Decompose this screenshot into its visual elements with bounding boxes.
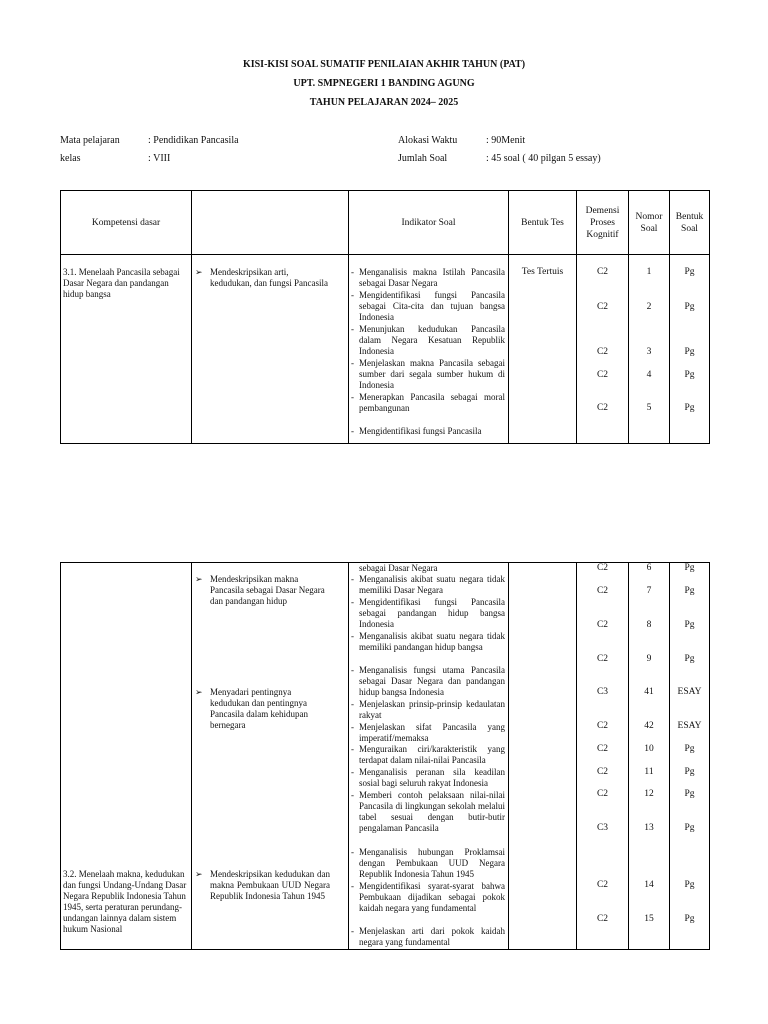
nomor-value: 7 bbox=[646, 586, 652, 596]
bentuk-tes-value: Tes Tertuis bbox=[521, 267, 564, 277]
nomor-value: 9 bbox=[646, 654, 652, 664]
nomor-value: 12 bbox=[644, 789, 654, 799]
bentuk-soal-value: Pg bbox=[684, 654, 695, 664]
bentuk-soal-value: Pg bbox=[684, 744, 695, 754]
proses-value: C2 bbox=[596, 744, 609, 754]
nomor-value: 10 bbox=[644, 744, 654, 754]
nomor-value: 13 bbox=[644, 823, 654, 833]
proses-value: C2 bbox=[596, 347, 609, 357]
arrow-bullet-icon: ➢ bbox=[195, 869, 203, 879]
header-bentuk-soal: Bentuk Soal bbox=[670, 191, 710, 255]
indikator-cell bbox=[349, 563, 509, 950]
header-proses-kognitif: Demensi Proses Kognitif bbox=[577, 191, 629, 255]
header-nomor-soal: Nomor Soal bbox=[629, 191, 670, 255]
bentuk-soal-value: Pg bbox=[684, 789, 695, 799]
indikator-item: - Menjelaskan prinsip-prinsip kedaulatan rakyat bbox=[351, 699, 505, 720]
materi-item: Mendeskripsikan arti, kedudukan, dan fungsi Pancasila bbox=[210, 267, 328, 288]
proses-value: C2 bbox=[596, 586, 609, 596]
header-indikator-soal: Indikator Soal bbox=[349, 191, 509, 255]
mapel-value: : Pendidikan Pancasila bbox=[148, 135, 239, 146]
bentuk-soal-value: Pg bbox=[684, 302, 695, 312]
indikator-item: - Mengidentifikasi fungsi Pancasila sebagai Cita-cita dan tujuan bangsa Indonesia bbox=[351, 290, 505, 322]
materi-cell bbox=[192, 563, 349, 950]
nomor-value: 2 bbox=[646, 302, 652, 312]
bentuk-soal-value: Pg bbox=[684, 914, 695, 924]
materi-cell bbox=[192, 255, 349, 444]
proses-cell bbox=[577, 563, 629, 950]
bentuk-tes-cell bbox=[509, 255, 577, 444]
bentuk-soal-value: Pg bbox=[684, 620, 695, 630]
proses-value: C2 bbox=[596, 880, 609, 890]
proses-cell bbox=[577, 255, 629, 444]
proses-value: C2 bbox=[596, 302, 609, 312]
bentuk-soal-value: Pg bbox=[684, 586, 695, 596]
nomor-value: 42 bbox=[644, 721, 654, 731]
indikator-item: - Mengidentifikasi fungsi Pancasila sebagai pandangan hidup bangsa Indonesia bbox=[351, 597, 505, 629]
bentuk-soal-value: Pg bbox=[684, 563, 695, 573]
bentuk-tes-cell bbox=[509, 563, 577, 950]
bentuk-soal-value: ESAY bbox=[677, 721, 702, 731]
nomor-cell bbox=[629, 255, 670, 444]
indikator-item: - Menjelaskan arti dari pokok kaidah negara yang fundamental bbox=[351, 926, 505, 947]
indikator-item: - Menganalisis hubungan Proklamsai dengan Pembukaan UUD Negara Republik Indonesia Tahun 1945 bbox=[351, 847, 505, 879]
indikator-item: - Menganalisis akibat suatu negara tidak memiliki pandangan hidup bangsa bbox=[351, 631, 505, 652]
nomor-value: 15 bbox=[644, 914, 654, 924]
header-kompetensi-dasar: Kompetensi dasar bbox=[61, 191, 192, 255]
proses-value: C2 bbox=[596, 563, 609, 573]
title-line-3: TAHUN PELAJARAN 2024– 2025 bbox=[309, 97, 459, 108]
nomor-value: 5 bbox=[646, 403, 652, 413]
proses-value: C3 bbox=[596, 823, 609, 833]
indikator-item: - Menganalisis fungsi utama Pancasila sebagai Dasar Negara dan pandangan hidup bangsa Indonesia bbox=[351, 665, 505, 697]
indikator-item: - Menunjukan kedudukan Pancasila dalam Negara Kesatuan Republik Indonesia bbox=[351, 324, 505, 356]
proses-value: C2 bbox=[596, 767, 609, 777]
nomor-value: 8 bbox=[646, 620, 652, 630]
materi-item: Mendeskripsikan kedudukan dan makna Pembukaan UUD Negara Republik Indonesia Tahun 1945 bbox=[210, 869, 330, 901]
indikator-item: - Mengidentifikasi fungsi Pancasila bbox=[351, 426, 482, 436]
kelas-label: kelas bbox=[60, 153, 81, 164]
jumlah-label: Jumlah Soal bbox=[398, 153, 448, 164]
nomor-value: 11 bbox=[644, 767, 654, 777]
title-line-1: KISI-KISI SOAL SUMATIF PENILAIAN AKHIR TAHUN (PAT) bbox=[242, 59, 526, 70]
indikator-item: - Memberi contoh pelaksaan nilai-nilai Pancasila di lingkungan sekolah melalui tabel sesuai dengan butir-butir pengalaman Pancasila bbox=[351, 790, 505, 833]
arrow-bullet-icon: ➢ bbox=[195, 687, 203, 697]
header-bentuk-tes: Bentuk Tes bbox=[509, 191, 577, 255]
bentuk-soal-value: Pg bbox=[684, 880, 695, 890]
mapel-label: Mata pelajaran bbox=[60, 135, 120, 146]
indikator-item: - Menerapkan Pancasila sebagai moral pembangunan bbox=[351, 392, 505, 413]
proses-value: C2 bbox=[596, 620, 609, 630]
nomor-value: 6 bbox=[646, 563, 652, 573]
bentuk-soal-value: Pg bbox=[684, 370, 695, 380]
proses-value: C3 bbox=[596, 687, 609, 697]
proses-value: C2 bbox=[596, 721, 609, 731]
indikator-item: - Menjelaskan sifat Pancasila yang imperatif/memaksa bbox=[351, 722, 505, 743]
bentuk-soal-cell bbox=[670, 563, 710, 950]
nomor-value: 41 bbox=[644, 687, 654, 697]
nomor-cell bbox=[629, 563, 670, 950]
materi-item: Menyadari pentingnya kedudukan dan pentingnya Pancasila dalam kehidupan bernegara bbox=[210, 687, 308, 730]
bentuk-soal-value: ESAY bbox=[677, 687, 702, 697]
proses-value: C2 bbox=[596, 654, 609, 664]
indikator-item: sebagai Dasar Negara bbox=[359, 563, 438, 573]
bentuk-soal-value: Pg bbox=[684, 347, 695, 357]
bentuk-soal-value: Pg bbox=[684, 267, 695, 277]
kd-cell bbox=[61, 255, 192, 444]
bentuk-soal-cell bbox=[670, 255, 710, 444]
bentuk-soal-value: Pg bbox=[684, 403, 695, 413]
materi-item: Mendeskripsikan makna Pancasila sebagai Dasar Negara dan pandangan hidup bbox=[210, 574, 325, 606]
jumlah-value: : 45 soal ( 40 pilgan 5 essay) bbox=[486, 153, 601, 164]
proses-value: C2 bbox=[596, 789, 609, 799]
nomor-value: 14 bbox=[644, 880, 654, 890]
indikator-item: - Menganalisis akibat suatu negara tidak memiliki Dasar Negara bbox=[351, 574, 505, 595]
header-materi bbox=[192, 191, 349, 255]
proses-value: C2 bbox=[596, 403, 609, 413]
kd-cell bbox=[61, 563, 192, 950]
proses-value: C2 bbox=[596, 370, 609, 380]
kisi-table-2 bbox=[60, 562, 710, 950]
alokasi-label: Alokasi Waktu bbox=[398, 135, 458, 146]
indikator-item: - Mengidentifikasi syarat-syarat bahwa Pembukaan dijadikan sebagai pokok kaidah negara yang fundamental bbox=[351, 881, 505, 913]
nomor-value: 4 bbox=[646, 370, 652, 380]
indikator-item: - Menganalisis peranan sila keadilan sosial bagi seluruh rakyat Indonesia bbox=[351, 767, 505, 788]
proses-value: C2 bbox=[596, 914, 609, 924]
kd-3-2: 3.2. Menelaah makna, kedudukan dan fungsi Undang-Undang Dasar Negara Republik Indonesia Tahun 1945, serta peraturan perundang-undangan lainnya dalam sistem hukum Nasional bbox=[63, 869, 187, 934]
proses-value: C2 bbox=[596, 267, 609, 277]
nomor-value: 1 bbox=[646, 267, 652, 277]
nomor-value: 3 bbox=[646, 347, 652, 357]
indikator-item: - Menganalisis makna Istilah Pancasila sebagai Dasar Negara bbox=[351, 267, 505, 288]
kelas-value: : VIII bbox=[148, 153, 171, 164]
arrow-bullet-icon: ➢ bbox=[195, 574, 203, 584]
indikator-item: - Menguraikan ciri/karakteristik yang terdapat dalam nilai-nilai Pancasila bbox=[351, 744, 505, 765]
alokasi-value: : 90Menit bbox=[486, 135, 526, 146]
kd-3-1: 3.1. Menelaah Pancasila sebagai Dasar Negara dan pandangan hidup bangsa bbox=[63, 267, 180, 299]
indikator-cell bbox=[349, 255, 509, 444]
bentuk-soal-value: Pg bbox=[684, 767, 695, 777]
title-line-2: UPT. SMPNEGERI 1 BANDING AGUNG bbox=[293, 78, 475, 89]
arrow-bullet-icon: ➢ bbox=[195, 267, 203, 277]
bentuk-soal-value: Pg bbox=[684, 823, 695, 833]
indikator-item: - Menjelaskan makna Pancasila sebagai sumber dari segala sumber hukum di Indonesia bbox=[351, 358, 505, 390]
kisi-table-1 bbox=[60, 190, 710, 444]
